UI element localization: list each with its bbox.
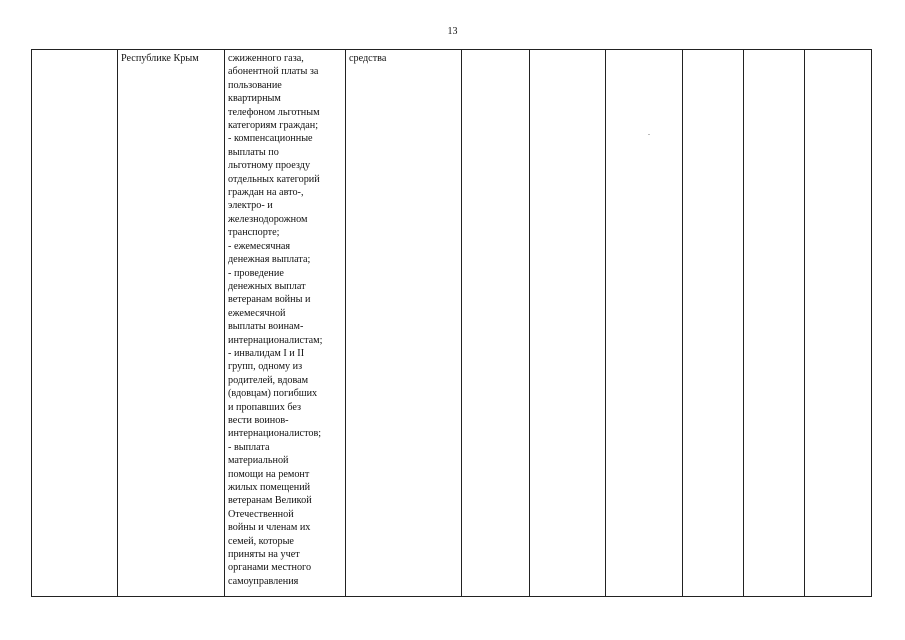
description-line: вести воинов- — [228, 414, 289, 426]
description-line: - выплата — [228, 441, 270, 453]
description-line: денежных выплат — [228, 280, 306, 292]
page-number: 13 — [447, 26, 458, 37]
description-line: категориям граждан; — [228, 120, 319, 132]
scan-speck — [648, 134, 650, 135]
description-line: самоуправления — [228, 575, 299, 587]
description-line: - компенсационные — [228, 133, 313, 145]
description-line: помощи на ремонт — [228, 468, 310, 480]
description-line: и пропавших без — [228, 401, 302, 413]
description-line: семей, которые — [228, 535, 294, 547]
description-line: интернационалистов; — [228, 428, 322, 440]
cell-region: Республике Крым — [118, 50, 225, 597]
cell-col6 — [530, 50, 606, 597]
cell-funding-source: средства — [346, 50, 462, 597]
description-line: ветеранам войны и — [228, 294, 311, 306]
description-line: материальной — [228, 455, 289, 467]
description-line: электро- и — [228, 200, 273, 212]
description-line: - проведение — [228, 267, 284, 279]
description-line: денежная выплата; — [228, 254, 311, 266]
description-line: ветеранам Великой — [228, 495, 312, 507]
description-line: льготному проезду — [228, 160, 311, 172]
description-line: родителей, вдовам — [228, 374, 309, 386]
cell-col7 — [606, 50, 683, 597]
description-line: (вдовцам) погибших — [228, 388, 318, 400]
description-line: - инвалидам I и II — [228, 347, 305, 359]
description-line: выплаты по — [228, 146, 279, 158]
description-line: ежемесячной — [228, 307, 286, 319]
description-line: войны и членам их — [228, 522, 311, 534]
description-line: квартирным — [228, 93, 281, 105]
description-line: сжиженного газа, — [228, 53, 304, 64]
cell-col10 — [805, 50, 872, 597]
description-line: пользование — [228, 79, 282, 91]
description-line: интернационалистам; — [228, 334, 323, 346]
description-line: Отечественной — [228, 508, 294, 520]
description-line: - ежемесячная — [228, 240, 291, 252]
document-table — [31, 49, 872, 597]
description-line: телефоном льготным — [228, 106, 320, 118]
description-line: выплаты воинам- — [228, 321, 304, 333]
table-row — [32, 50, 872, 597]
cell-col8 — [683, 50, 744, 597]
description-line: органами местного — [228, 562, 312, 574]
description-line: железнодорожном — [228, 213, 308, 225]
description-line: приняты на учет — [228, 549, 300, 561]
cell-col5 — [462, 50, 530, 597]
cell-col1 — [32, 50, 118, 597]
description-line: транспорте; — [228, 227, 280, 239]
description-line: абонентной платы за — [228, 66, 319, 78]
description-line: граждан на авто-, — [228, 187, 304, 199]
cell-description — [225, 50, 346, 597]
description-line: жилых помещений — [228, 482, 311, 493]
cell-col9 — [744, 50, 805, 597]
description-line: отдельных категорий — [228, 173, 320, 185]
description-line: групп, одному из — [228, 361, 303, 373]
